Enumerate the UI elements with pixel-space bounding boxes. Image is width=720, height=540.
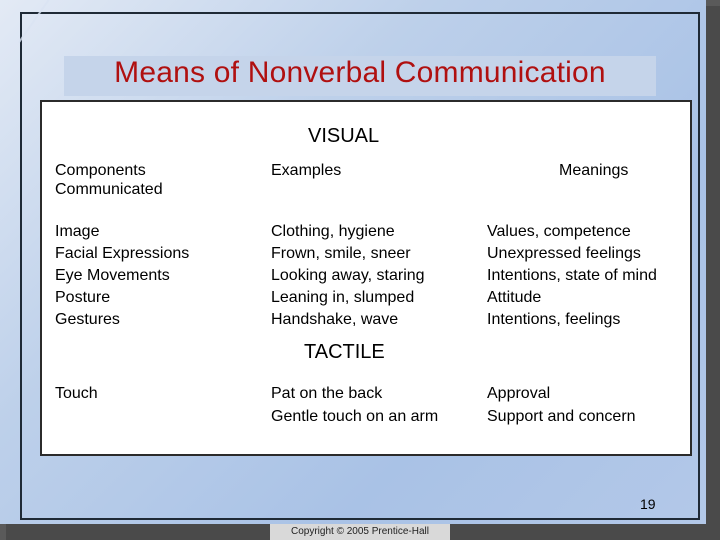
component-item: Facial Expressions (55, 245, 190, 262)
example-item: Handshake, wave (271, 311, 399, 328)
tactile-example: Gentle touch on an arm (271, 408, 439, 425)
tactile-example: Pat on the back (271, 385, 383, 402)
tactile-component: Touch (55, 385, 98, 402)
slide-title: Means of Nonverbal Communication (114, 56, 606, 89)
header-components: Components Communicated (55, 162, 163, 198)
example-item: Frown, smile, sneer (271, 245, 411, 262)
meaning-item: Intentions, feelings (487, 311, 621, 328)
header-examples: Examples (271, 162, 342, 179)
meaning-item: Intentions, state of mind (487, 267, 657, 284)
tactile-heading: TACTILE (304, 341, 385, 363)
meaning-item: Attitude (487, 289, 542, 306)
content-panel (40, 100, 692, 456)
tactile-meaning: Approval (487, 385, 551, 402)
tactile-meaning: Support and concern (487, 408, 636, 425)
example-item: Leaning in, slumped (271, 289, 415, 306)
component-item: Image (55, 223, 100, 240)
component-item: Posture (55, 289, 111, 306)
example-item: Looking away, staring (271, 267, 425, 284)
meaning-item: Values, competence (487, 223, 631, 240)
page-number: 19 (640, 496, 656, 512)
example-item: Clothing, hygiene (271, 223, 395, 240)
meaning-item: Unexpressed feelings (487, 245, 641, 262)
header-meanings: Meanings (559, 162, 629, 179)
component-item: Gestures (55, 311, 120, 328)
component-item: Eye Movements (55, 267, 170, 284)
visual-heading: VISUAL (308, 125, 380, 147)
copyright-notice: Copyright © 2005 Prentice-Hall (270, 524, 450, 540)
